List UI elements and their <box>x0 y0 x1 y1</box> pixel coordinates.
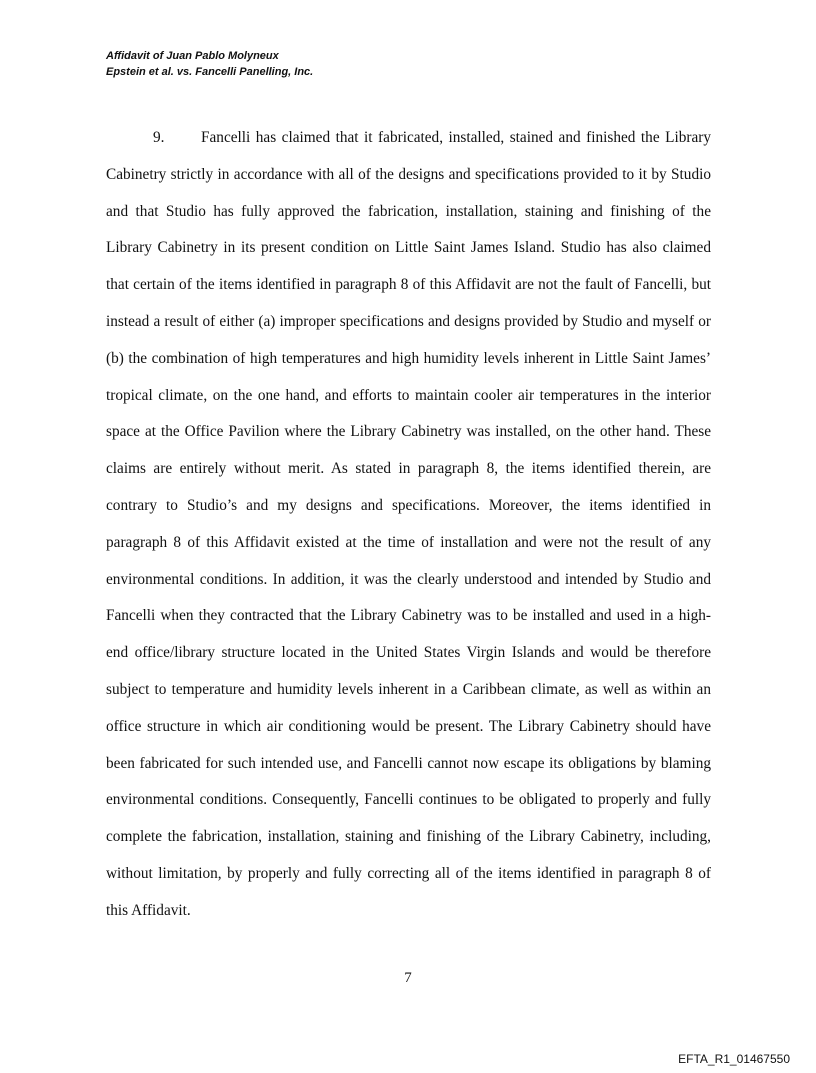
document-header <box>106 48 313 80</box>
paragraph-9 <box>106 120 711 930</box>
header-case-caption: Epstein et al. vs. Fancelli Panelling, Inc. <box>106 66 314 78</box>
bates-number: EFTA_R1_01467550 <box>678 1052 790 1066</box>
header-affiant-line: Affidavit of Juan Pablo Molyneux <box>106 50 279 62</box>
page-number: 7 <box>404 970 412 986</box>
paragraph-number: 9. <box>153 129 165 146</box>
paragraph-text: Fancelli has claimed that it fabricated, installed, stained and finished the Library Cabinetry strictly in accordance with all of the designs and specifications provided to it by Studio and that Studio has fully approved the fabrication, installation, staining and finishing of the Library Cabinetry in its present condition on Little Saint James Island. Studio has also claimed that certain of the items identified in paragraph 8 of this Affidavit are not the fault of Fancelli, but instead a result of either (a) improper specifications and designs provided by Studio and myself or (b) the combination of high temperatures and high humidity levels inherent in Little Saint James’ tropical climate, on the one hand, and efforts to maintain cooler air temperatures in the interior space at the Office Pavilion where the Library Cabinetry was installed, on the other hand. These claims are entirely without merit. As stated in paragraph 8, the items identified therein, are contrary to Studio’s and my designs and specifications. Moreover, the items identified in paragraph 8 of this Affidavit existed at the time of installation and were not the result of any environmental conditions. In addition, it was the clearly understood and intended by Studio and Fancelli when they contracted that the Library Cabinetry was to be installed and used in a high-end office/library structure located in the United States Virgin Islands and would be therefore subject to temperature and humidity levels inherent in a Caribbean climate, as well as within an office structure in which air conditioning would be present. The Library Cabinetry should have been fabricated for such intended use, and Fancelli cannot now escape its obligations by blaming environmental conditions. Consequently, Fancelli continues to be obligated to properly and fully complete the fabrication, installation, staining and finishing of the Library Cabinetry, including, without limitation, by properly and fully correcting all of the items identified in paragraph 8 of this Affidavit. <box>106 129 711 919</box>
document-body <box>106 120 711 930</box>
